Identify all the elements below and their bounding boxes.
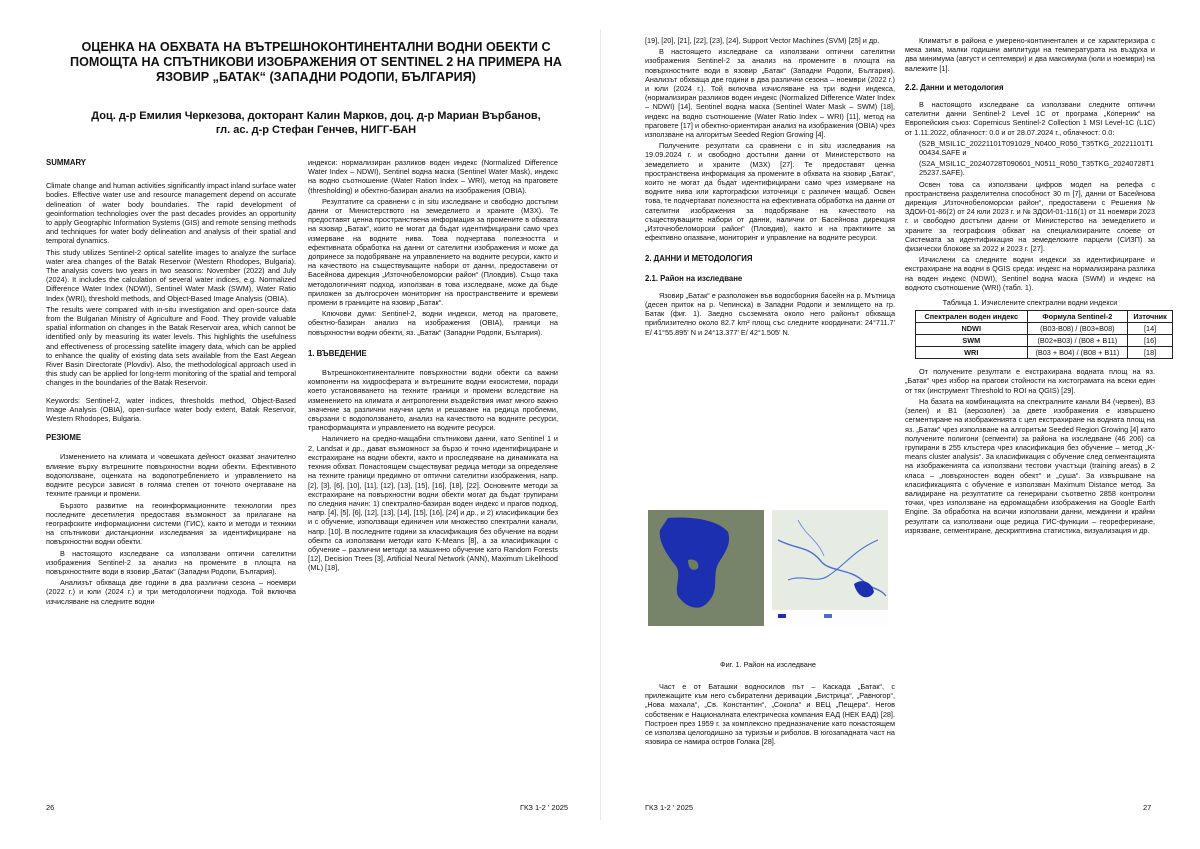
body-paragraph: В настоящето изследване са използвани оптични сателитни изображения Sentinel-2 за анализ на промените в площта на повърхностните води в язовир „Батак“ (Западни Родопи, България). Анализът обхваща две години в два различни сезона – ноември (2022 г.) и юли (2024 г.). Той включва изчисляване на три водни индекса, (нормализиран разликов воден индекс (Normalized Difference Water Index – NDWI) [14], Sentinel водна маска (Sentinel Water Mask – SWM) [18], индекс на водно съотношение (Water Ratio Index – WRI) [11], метод на праговете [17] и обектно-ориентиран анализ на изображения (OBIA) чрез използване на алгоритъм Seeded Region Growing [4].	[645, 47, 895, 140]
footer-left-journal: ГКЗ 1-2 ' 2025	[520, 803, 569, 812]
body-paragraph: Вътрешноконтиненталните повърхностни водни обекти са важни компоненти на хидросферата и вътрешните водни екосистеми, поради което установяването на техните граници и промени вследствие на изменението на климата и антропогенни въздействия имат много важно значение за различни научни цели и решаване на редица проблеми, свързани с водоползването, анализ на качеството на водните ресурси, трансформацията и управлението на водните ресурси.	[308, 368, 558, 433]
footer-left-page-number: 26	[46, 803, 55, 812]
table-header-cell: Формула Sentinel-2	[1027, 311, 1128, 323]
body-paragraph: Част е от Баташки водносилов път – Каскада „Батак“, с прилежащите към него събирателни деривации „Бистрица“, „Равногор“, „Нова махала“, „Св. Константин“, „Сокола“ и ВЕЦ „Пещера“. Негов собственик е Националната електрическа компания ЕАД (НЕК ЕАД) [28]. Построен през 1959 г. за комплексно предназначение като понастоящем се използва целогодишно за туризъм и риболов. В югозападната част на язовира се намира остров Голака [28].	[645, 682, 895, 747]
authors-line-2: гл. ас. д-р Стефан Генчев, НИГГ-БАН	[215, 123, 417, 136]
figure-1-caption: Фиг. 1. Район на изследване	[720, 660, 816, 669]
footer-right-journal: ГКЗ 1-2 ' 2025	[645, 803, 694, 812]
keywords-bg: Ключови думи: Sentinel-2, водни индекси, метод на праговете, обектно-базиран анализ на изображения (OBIA), граници на повърхностни водни обекти, яз. „Батак“ (Западни Родопи, България).	[308, 309, 558, 337]
table-cell: (B03 + B04) / (B08 + B11)	[1027, 347, 1128, 359]
table-cell: (B03-B08) / (B03+B08)	[1027, 323, 1128, 335]
keywords-en: Keywords: Sentinel-2, water indices, thresholds method, Object-Based Image Analysis (OBIA), open-surface water body extent, Batak Reservoir, Western Rhodopes, Bulgaria.	[46, 395, 296, 424]
column-4	[905, 36, 1167, 537]
table-header-cell: Спектрален воден индекс	[916, 311, 1028, 323]
summary-paragraph: The results were compared with in-situ investigation and open-source data from the Bulgarian Ministry of Agriculture and Food. They provide valuable spatial information on changes in the Batak Reservoir area, which cannot be identified only by measuring its water levels. This highlights the usefulness and effectiveness of processing satellite imagery data, which can be applied to enhance the quality of existing data sets available from the East Aegean River Basin Directorate (Plovdiv). Also, the methodological approach used in this study can be applied for long-term monitoring of the spatial and temporal changes in the boundaries of the Batak Reservoir.	[46, 304, 296, 388]
table-cell: SWM	[916, 335, 1028, 347]
column-1	[46, 158, 296, 608]
body-paragraph: В настоящото изследване са използвани следните оптични сателитни данни Sentinel-2 Level 1C от програма „Коперник“ на Европейския съюз: Copernicus Sentinel-2 Collection 1 MSI Level-1C (L1C) от 1.11.2022, облачност: 0.0 и от 28.07.2024 г., облачност: 0.0:	[905, 100, 1155, 137]
resume-paragraph: Бързото развитие на геоинформационните технологии през последните десетилетия предоставя възможност за прилагане на географските информационни системи (ГИС), както и методи и техники на спътникови дистанционни изследвания за идентифициране на повърхностни водни обекти.	[46, 500, 296, 547]
dataset-filename: (S2B_MSIL1C_20221101T091029_N0400_R050_T35TKG_20221101T100434.SAFE и	[919, 138, 1154, 158]
section-2-2-heading: 2.2. Данни и методология	[905, 82, 1004, 92]
article-title: ОЦЕНКА НА ОБХВАТА НА ВЪТРЕШНОКОНТИНЕНТАЛНИ ВОДНИ ОБЕКТИ С ПОМОЩТА НА СПЪТНИКОВИ ИЗОБРАЖЕНИЯ ОТ SENTINEL 2 НА ПРИМЕРА НА ЯЗОВИР „БАТАК“ (ЗАПАДНИ РОДОПИ, БЪЛГАРИЯ)	[70, 40, 562, 84]
column-3-continued	[645, 682, 895, 748]
table-row	[916, 323, 1173, 335]
body-paragraph: На базата на комбинацията на спектралните канали B4 (червен), B3 (зелен) и B1 (аерозолен) за двете изображения е извършено сегментиране на изображенията с цел екстрахиране на водната площ на яз. „Батак“ чрез използване на алгоритъм Seeded Region Growing [4] като получените полигони (сегменти) за района на изследване (46 206) са групирани в 255 клъстера чрез класификация без обучение – метод „K-means cluster analysis“. За класификация с обучение след сегментацията на изображенията са използвани тестови участъци (training areas) в 2 класа – „повърхностен воден обект“ и „суша“. За извършване на класификацията с обучение е използван Maximum Distance метод. За валидиране на резултатите са генерирани съответно 2858 контролни точки, чрез използване на едромащабни изображения на Google Earth Engine. За обработка на всички използвани данни, междинни и крайни резултати са използвани още редица ГИС-функции – геореферинане, изрязване, сегментиране, дескриптивна статистика, визуализация и др.	[905, 396, 1155, 535]
column-3	[645, 36, 895, 339]
table-cell: WRI	[916, 347, 1028, 359]
table-cell: NDWI	[916, 323, 1028, 335]
study-area-map-image	[648, 510, 888, 632]
resume-paragraph: Изменението на климата и човешката дейност оказват значително влияние върху вътрешните повърхностни водни обекти. Ефективното водоползване, оценката на водопотреблението и управлението на водните ресурси зависят в голяма степен от точното очертаване на техните граници и промени.	[46, 452, 296, 499]
summary-heading: SUMMARY	[46, 158, 86, 167]
table-header-cell: Източник	[1128, 311, 1173, 323]
body-paragraph: Получените резултати са сравнени с in situ изследвания на 19.09.2024 г. и свободно достъпни данни от Министерството на земеделието и храните (МЗХ) [27]. Те предоставят ценна пространствена информация за промените в обхвата на язовир „Батак“, които не могат да бъдат идентифицирани само чрез измерване на водните нива или картографски източници с различен мащаб. Освен това, те подчертават полезността на ефективната обработка на данни от сателитни изображения за подобряване на качеството на съществуващите набори от данни, налични от Басейнова дирекция „Източнобеломорски район“ (Пловдив), както и на практиките за ефективно опазване, мониторинг и управление на водните ресурси.	[645, 141, 895, 243]
body-paragraph: Освен това са използвани цифров модел на релефа с пространствена разделителна способност 30 m [7], данни от Басейнова дирекция „Източнобеломорски район“, предоставени с Решения № ЗДОИ-01-86(2) от 24 юли 2023 г. и № ЗДОИ-01-116(1) от 11 ноември 2023 г. и свободно достъпни данни от Министерство на земеделието и храните за географския обхват на специализираните слоеве от Системата за идентификация на земеделските парцели (СИЗП) за физически блокове за 2022 и 2023 г. [27].	[905, 179, 1155, 254]
resume-paragraph: Анализът обхваща две години в два различни сезона – ноември (2022 г.) и юли (2024 г.) и три методологични подхода. Той включва изчисляване на следните водни	[46, 578, 296, 606]
authors	[46, 110, 586, 137]
figure-1	[648, 510, 888, 632]
page-spread-divider	[600, 30, 601, 820]
body-paragraph: индекси: нормализиран разликов воден индекс (Normalized Difference Water Index – NDWI), Sentinel водна маска (Sentinel Water Mask), индекс на водно съотношение (Water Ration Index – WRI), метод на праговете (thresholding) и обектно-базиран анализ на изображения (OBIA).	[308, 158, 558, 195]
body-paragraph: Наличието на средно-мащабни спътникови данни, като Sentinel 1 и 2, Landsat и др., дават възможност за бързо и точно идентифициране и екстрахиране на водни обекти, както и проследяване на динамиката на техния обхват. Понастоящем съществуват редица методи за определяне на техните граници предимно от оптични сателитни изображения, напр. [2], [3], [6], [10], [11], [12], [13], [15], [16], [18], [22]. Основните методи за екстрахиране на повърхностни водни обекти могат да бъдат групирани по следния начин: 1) спектрално-базиран воден индекс и прагов подход, напр. [4], [5], [6], [12], [13], [14], [15], [16], [24] и др., и 2) класификации без и с обучение, използващи единичен или множество спектрални канали, напр. [10]. В последните години за класификация без обучение на водни обекти са използвани методи като K-Means [8], а за класификации с обучение – различни методи за машинно обучение като Random Forests [12], Decision Trees [3], Artificial Neural Network (ANN), Maximum Likelihood (ML) [18],	[308, 434, 558, 573]
section-2-1-heading: 2.1. Район на изследване	[645, 273, 743, 283]
authors-line-1: Доц. д-р Емилия Черкезова, докторант Калин Марков, доц. д-р Мариан Върбанов,	[91, 110, 541, 122]
body-paragraph: От получените резултати е екстрахирана водната площ на яз. „Батак“ чрез избор на прагови стойности на хистограмата на всеки един от тях (инструмент Threshold to ROI на QGIS) [29].	[905, 367, 1155, 395]
table-cell: [16]	[1128, 335, 1173, 347]
table-cell: [14]	[1128, 323, 1173, 335]
body-paragraph: Резултатите са сравнени с in situ изследване и свободно достъпни данни от Министерството на земеделието и храните (МЗХ). Те предоставят ценна пространствена информация за промените в обхвата на язовир „Батак“, които не могат да бъдат идентифицирани само чрез измерване на водните нива. Това подчертава полезността и ефективната обработка на данни от сателитни изображения и може да допринесе за подобряване на управлението на водните ресурси, както и на качеството на съществуващите набори от данни, предоставени от Басейнова дирекция „Източнобеломорски район“ (Пловдив). Също така методологичният подход, използван в това изследване, може да бъде приложен за дългосрочен мониторинг на пространствените и времеви промени в границите на язовир „Батак“.	[308, 196, 558, 308]
dataset-filename: (S2A_MSIL1C_20240728T090601_N0511_R050_T35TKG_20240728T125237.SAFE).	[919, 159, 1155, 178]
resume-paragraph: В настоящото изследване са използвани оптични сателитни изображения Sentinel-2 за анализ на промените в площта на повърхностните води в язовир „Батак“ (Западни Родопи, България).	[46, 548, 296, 576]
table-header-row	[916, 311, 1173, 323]
body-paragraph: Язовир „Батак“ е разположен във водосборния басейн на р. Мътница (десен приток на р. Чепинска) в Западни Родопи и землището на гр. Батак (фиг. 1). Заедно съсземната около него районът обхваща приблизително около 82.7 km² площ със следните координати: 24°711.7' E/ 41°55.895' N и 24°13.377' E/ 42°1.505' N.	[645, 290, 895, 337]
resume-heading: РЕЗЮМЕ	[46, 433, 82, 443]
introduction-heading: 1. ВЪВЕДЕНИЕ	[308, 348, 367, 358]
body-paragraph: Климатът в района е умерено-континентален и се характеризира с мека зима, малки годишни амплитуди на температурата на въздуха и два минимума (август и септември) и два максимума (юли и ноември) на валежите [1].	[905, 36, 1155, 73]
table-1-caption: Таблица 1. Изчислените спектрални водни индекси	[942, 298, 1118, 308]
table-row	[916, 347, 1173, 359]
table-cell: [18]	[1128, 347, 1173, 359]
footer-right-page-number: 27	[1143, 803, 1152, 812]
table-cell: (B02+B03) / (B08 + B11)	[1027, 335, 1128, 347]
water-indices-table	[915, 310, 1173, 359]
table-row	[916, 335, 1173, 347]
section-2-heading: 2. ДАННИ И МЕТОДОЛОГИЯ	[645, 254, 753, 264]
summary-paragraph: Climate change and human activities significantly impact inland surface water bodies. Effective water use and resource management depend on accurate delineation of water body boundaries. The rapid development of geoinformation technologies over the past decades provides an opportunity to apply Geographic Information Systems (GIS) and remote sensing methods and techniques for water body delineation and analysis of their spatial and temporal dynamics.	[46, 181, 296, 246]
summary-paragraph: This study utilizes Sentinel-2 optical satellite images to analyze the surface water area changes of the Batak Reservoir (Western Rhodopes, Bulgaria). The analysis covers two years in two seasons: November (2022) and July (2024). It includes the calculation of several water indices, e.g. Normalized Difference Water Index (NDWI), Sentinel Water Mask (SWM), Water Ratio Index (WRI), threshold methods, and Object-Based Image Analysis (OBIA).	[46, 247, 296, 303]
body-paragraph: Изчислени са следните водни индекси за идентифициране и екстрахиране на водни в QGIS среда: индекс на нормализирана разлика на воден индекс (NDWI), Sentinel водна маска (SWM) и индекс на водното съотношение (WRI) (табл. 1).	[905, 255, 1155, 292]
column-2	[308, 158, 558, 575]
body-paragraph: [19], [20], [21], [22], [23], [24], Support Vector Machines (SVM) [25] и др.	[645, 36, 880, 45]
